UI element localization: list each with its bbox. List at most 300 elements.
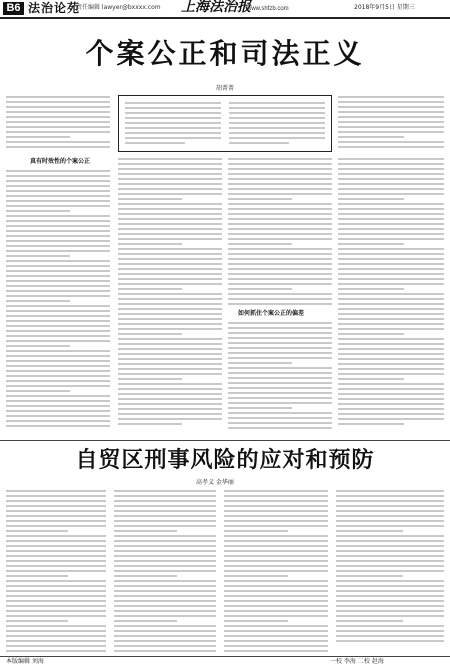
text-line bbox=[125, 117, 221, 119]
text-line bbox=[228, 248, 332, 250]
article-1-col-1 bbox=[6, 170, 110, 430]
text-line bbox=[6, 495, 106, 497]
text-line bbox=[118, 373, 222, 375]
text-line bbox=[6, 540, 106, 542]
text-line bbox=[118, 378, 182, 380]
text-line bbox=[6, 136, 70, 138]
text-line bbox=[338, 328, 444, 330]
text-line bbox=[338, 268, 444, 270]
text-line bbox=[224, 645, 328, 647]
text-line bbox=[338, 418, 444, 420]
text-line bbox=[118, 413, 222, 415]
text-line bbox=[6, 245, 110, 247]
text-line bbox=[6, 390, 70, 392]
text-line bbox=[118, 273, 222, 275]
text-line bbox=[336, 525, 444, 527]
text-line bbox=[228, 228, 332, 230]
text-line bbox=[6, 570, 106, 572]
text-line bbox=[336, 635, 444, 637]
text-line bbox=[224, 505, 328, 507]
text-line bbox=[336, 545, 444, 547]
text-line bbox=[118, 258, 222, 260]
text-line bbox=[114, 535, 216, 537]
text-line bbox=[6, 290, 110, 292]
text-line bbox=[338, 146, 444, 148]
text-line bbox=[228, 362, 292, 364]
text-line bbox=[229, 117, 325, 119]
text-line bbox=[114, 570, 216, 572]
text-line bbox=[336, 560, 444, 562]
text-line bbox=[118, 178, 222, 180]
text-line bbox=[118, 173, 222, 175]
text-line bbox=[118, 243, 182, 245]
text-line bbox=[118, 263, 222, 265]
text-line bbox=[228, 427, 332, 429]
text-line bbox=[6, 275, 110, 277]
text-line bbox=[6, 305, 110, 307]
text-line bbox=[6, 220, 110, 222]
text-line bbox=[114, 540, 216, 542]
text-line bbox=[338, 96, 444, 98]
article-1-headline: 个案公正和司法正义 bbox=[85, 37, 365, 70]
newspaper-logo: 上海法治报 bbox=[181, 0, 251, 15]
text-line bbox=[6, 126, 110, 128]
text-line bbox=[338, 228, 444, 230]
text-line bbox=[338, 188, 444, 190]
text-line bbox=[118, 358, 222, 360]
text-line bbox=[228, 253, 332, 255]
text-line bbox=[6, 175, 110, 177]
text-line bbox=[6, 615, 106, 617]
text-line bbox=[6, 520, 106, 522]
text-line bbox=[6, 630, 106, 632]
text-line bbox=[114, 635, 216, 637]
text-line bbox=[114, 565, 216, 567]
text-line bbox=[228, 238, 332, 240]
text-line bbox=[228, 263, 332, 265]
text-line bbox=[6, 280, 110, 282]
text-line bbox=[6, 180, 110, 182]
text-line bbox=[224, 595, 328, 597]
text-line bbox=[338, 368, 444, 370]
text-line bbox=[6, 285, 110, 287]
text-line bbox=[6, 365, 110, 367]
text-line bbox=[114, 550, 216, 552]
text-line bbox=[6, 325, 110, 327]
text-line bbox=[229, 132, 325, 134]
text-line bbox=[6, 350, 110, 352]
text-line bbox=[6, 210, 70, 212]
text-line bbox=[336, 515, 444, 517]
text-line bbox=[6, 380, 110, 382]
text-line bbox=[338, 208, 444, 210]
text-line bbox=[6, 640, 106, 642]
text-line bbox=[114, 530, 177, 532]
text-line bbox=[118, 183, 222, 185]
text-line bbox=[224, 520, 328, 522]
text-line bbox=[6, 490, 106, 492]
text-line bbox=[338, 116, 444, 118]
article-separator bbox=[0, 440, 450, 441]
article-2-headline: 自贸区刑事风险的应对和预防 bbox=[75, 448, 375, 473]
text-line bbox=[114, 640, 216, 642]
text-line bbox=[336, 625, 444, 627]
text-line bbox=[224, 515, 328, 517]
text-line bbox=[6, 265, 110, 267]
text-line bbox=[118, 268, 222, 270]
text-line bbox=[114, 490, 216, 492]
text-line bbox=[228, 198, 292, 200]
text-line bbox=[224, 575, 288, 577]
text-line bbox=[338, 141, 444, 143]
text-line bbox=[336, 585, 444, 587]
text-line bbox=[114, 545, 216, 547]
text-line bbox=[336, 540, 444, 542]
text-line bbox=[6, 255, 70, 257]
text-line bbox=[6, 410, 110, 412]
text-line bbox=[228, 168, 332, 170]
text-line bbox=[118, 208, 222, 210]
text-line bbox=[338, 203, 444, 205]
text-line bbox=[6, 185, 110, 187]
text-line bbox=[338, 106, 444, 108]
text-line bbox=[118, 318, 222, 320]
text-line bbox=[228, 258, 332, 260]
text-line bbox=[6, 330, 110, 332]
text-line bbox=[125, 122, 221, 124]
text-line bbox=[228, 268, 332, 270]
text-line bbox=[336, 575, 403, 577]
text-line bbox=[338, 131, 444, 133]
text-line bbox=[224, 540, 328, 542]
text-line bbox=[338, 343, 444, 345]
text-line bbox=[6, 535, 106, 537]
text-line bbox=[228, 347, 332, 349]
text-line bbox=[6, 360, 110, 362]
article-1-subhead-1: 真有时效性的个案公正 bbox=[30, 158, 91, 165]
text-line bbox=[114, 595, 216, 597]
text-line bbox=[6, 425, 110, 427]
text-line bbox=[229, 127, 325, 129]
text-line bbox=[6, 250, 110, 252]
article-1-col-4 bbox=[338, 158, 444, 428]
text-line bbox=[118, 388, 222, 390]
text-line bbox=[6, 550, 106, 552]
article-1-subhead-2: 如何抓住个案公正的偏差 bbox=[238, 310, 305, 317]
text-line bbox=[338, 233, 444, 235]
text-line bbox=[224, 640, 328, 642]
text-line bbox=[338, 243, 404, 245]
text-line bbox=[336, 620, 403, 622]
text-line bbox=[224, 545, 328, 547]
text-line bbox=[6, 190, 110, 192]
text-line bbox=[228, 193, 332, 195]
text-line bbox=[6, 170, 110, 172]
text-line bbox=[228, 173, 332, 175]
text-line bbox=[114, 555, 216, 557]
text-line bbox=[224, 625, 328, 627]
issue-date: 2018年9月5日 星期三 bbox=[354, 4, 415, 11]
text-line bbox=[6, 116, 110, 118]
text-line bbox=[125, 132, 221, 134]
text-line bbox=[224, 500, 328, 502]
masthead-rule bbox=[0, 17, 450, 19]
text-line bbox=[224, 630, 328, 632]
text-line bbox=[118, 353, 222, 355]
text-line bbox=[6, 270, 110, 272]
text-line bbox=[118, 303, 222, 305]
text-line bbox=[224, 555, 328, 557]
text-line bbox=[6, 310, 110, 312]
text-line bbox=[114, 520, 216, 522]
text-line bbox=[228, 392, 332, 394]
text-line bbox=[114, 630, 216, 632]
text-line bbox=[228, 377, 332, 379]
text-line bbox=[336, 590, 444, 592]
text-line bbox=[114, 605, 216, 607]
text-line bbox=[336, 535, 444, 537]
text-line bbox=[114, 645, 216, 647]
text-line bbox=[338, 393, 444, 395]
text-line bbox=[224, 530, 288, 532]
text-line bbox=[338, 293, 444, 295]
text-line bbox=[228, 357, 332, 359]
text-line bbox=[228, 342, 332, 344]
text-line bbox=[118, 253, 222, 255]
text-line bbox=[228, 203, 332, 205]
text-line bbox=[229, 142, 289, 144]
text-line bbox=[6, 590, 106, 592]
text-line bbox=[6, 405, 110, 407]
text-line bbox=[114, 625, 216, 627]
text-line bbox=[224, 495, 328, 497]
pull-quote-text-right bbox=[229, 102, 325, 147]
text-line bbox=[114, 580, 216, 582]
text-line bbox=[228, 158, 332, 160]
text-line bbox=[338, 288, 404, 290]
text-line bbox=[338, 193, 444, 195]
text-line bbox=[336, 630, 444, 632]
text-line bbox=[6, 215, 110, 217]
text-line bbox=[6, 510, 106, 512]
text-line bbox=[229, 102, 325, 104]
text-line bbox=[118, 423, 182, 425]
text-line bbox=[6, 101, 110, 103]
text-line bbox=[228, 412, 332, 414]
text-line bbox=[228, 293, 332, 295]
text-line bbox=[118, 293, 222, 295]
text-line bbox=[125, 102, 221, 104]
text-line bbox=[228, 178, 332, 180]
text-line bbox=[6, 345, 70, 347]
text-line bbox=[118, 298, 222, 300]
text-line bbox=[118, 403, 222, 405]
text-line bbox=[6, 500, 106, 502]
text-line bbox=[6, 260, 110, 262]
text-line bbox=[118, 418, 222, 420]
text-line bbox=[118, 163, 222, 165]
article-2-byline: 高孝义 金华丽 bbox=[196, 479, 234, 486]
text-line bbox=[228, 233, 332, 235]
text-line bbox=[6, 195, 110, 197]
text-line bbox=[6, 560, 106, 562]
text-line bbox=[6, 605, 106, 607]
section-title: 法治论苑 bbox=[28, 1, 81, 15]
article-1-col-4-top bbox=[338, 96, 444, 151]
text-line bbox=[228, 298, 332, 300]
proof-credit: 一校 李海 二校 赵海 bbox=[330, 658, 384, 665]
text-line bbox=[338, 101, 444, 103]
editor-contact: 责任编辑 lawyer@bxxxx.com bbox=[76, 4, 161, 11]
text-line bbox=[336, 555, 444, 557]
text-line bbox=[6, 146, 110, 148]
text-line bbox=[228, 273, 332, 275]
text-line bbox=[6, 355, 110, 357]
text-line bbox=[6, 415, 110, 417]
text-line bbox=[6, 131, 110, 133]
text-line bbox=[228, 337, 332, 339]
text-line bbox=[338, 218, 444, 220]
article-1-pull-quote bbox=[118, 95, 332, 152]
text-line bbox=[118, 238, 222, 240]
text-line bbox=[6, 315, 110, 317]
text-line bbox=[229, 122, 325, 124]
text-line bbox=[6, 645, 106, 647]
text-line bbox=[228, 288, 292, 290]
text-line bbox=[338, 213, 444, 215]
text-line bbox=[114, 650, 216, 652]
text-line bbox=[336, 610, 444, 612]
text-line bbox=[224, 600, 328, 602]
text-line bbox=[6, 625, 106, 627]
text-line bbox=[118, 158, 222, 160]
text-line bbox=[338, 111, 444, 113]
text-line bbox=[224, 510, 328, 512]
text-line bbox=[338, 158, 444, 160]
text-line bbox=[336, 495, 444, 497]
text-line bbox=[6, 111, 110, 113]
text-line bbox=[338, 323, 444, 325]
text-line bbox=[114, 515, 216, 517]
text-line bbox=[6, 515, 106, 517]
text-line bbox=[224, 590, 328, 592]
text-line bbox=[228, 422, 332, 424]
text-line bbox=[6, 400, 110, 402]
text-line bbox=[118, 213, 222, 215]
text-line bbox=[114, 560, 216, 562]
text-line bbox=[118, 363, 222, 365]
text-line bbox=[338, 183, 444, 185]
text-line bbox=[118, 393, 222, 395]
text-line bbox=[6, 225, 110, 227]
text-line bbox=[224, 490, 328, 492]
text-line bbox=[6, 320, 110, 322]
text-line bbox=[118, 168, 222, 170]
text-line bbox=[338, 121, 444, 123]
text-line bbox=[228, 367, 332, 369]
text-line bbox=[338, 383, 444, 385]
text-line bbox=[118, 343, 222, 345]
text-line bbox=[228, 372, 332, 374]
text-line bbox=[224, 565, 328, 567]
text-line bbox=[114, 505, 216, 507]
text-line bbox=[228, 303, 332, 305]
text-line bbox=[114, 525, 216, 527]
text-line bbox=[338, 358, 444, 360]
text-line bbox=[118, 218, 222, 220]
text-line bbox=[336, 615, 444, 617]
text-line bbox=[224, 620, 288, 622]
text-line bbox=[118, 278, 222, 280]
text-line bbox=[118, 288, 182, 290]
text-line bbox=[118, 203, 222, 205]
text-line bbox=[336, 600, 444, 602]
text-line bbox=[6, 575, 68, 577]
text-line bbox=[6, 600, 106, 602]
text-line bbox=[338, 308, 444, 310]
text-line bbox=[338, 403, 444, 405]
text-line bbox=[6, 300, 70, 302]
text-line bbox=[338, 198, 404, 200]
text-line bbox=[336, 580, 444, 582]
text-line bbox=[6, 585, 106, 587]
text-line bbox=[338, 163, 444, 165]
text-line bbox=[228, 417, 332, 419]
text-line bbox=[338, 318, 444, 320]
text-line bbox=[338, 178, 444, 180]
text-line bbox=[338, 378, 404, 380]
text-line bbox=[114, 590, 216, 592]
text-line bbox=[118, 233, 222, 235]
text-line bbox=[228, 382, 332, 384]
text-line bbox=[336, 605, 444, 607]
text-line bbox=[6, 525, 106, 527]
text-line bbox=[118, 398, 222, 400]
text-line bbox=[6, 141, 110, 143]
text-line bbox=[6, 650, 106, 652]
text-line bbox=[338, 303, 444, 305]
text-line bbox=[125, 112, 221, 114]
text-line bbox=[336, 510, 444, 512]
text-line bbox=[6, 505, 106, 507]
text-line bbox=[338, 248, 444, 250]
text-line bbox=[6, 555, 106, 557]
text-line bbox=[338, 363, 444, 365]
text-line bbox=[338, 238, 444, 240]
pull-quote-text-left bbox=[125, 102, 221, 147]
text-line bbox=[224, 585, 328, 587]
text-line bbox=[338, 126, 444, 128]
text-line bbox=[118, 188, 222, 190]
text-line bbox=[6, 420, 110, 422]
text-line bbox=[224, 605, 328, 607]
text-line bbox=[338, 258, 444, 260]
text-line bbox=[228, 387, 332, 389]
text-line bbox=[6, 370, 110, 372]
text-line bbox=[114, 585, 216, 587]
text-line bbox=[6, 375, 110, 377]
text-line bbox=[224, 580, 328, 582]
text-line bbox=[338, 273, 444, 275]
text-line bbox=[118, 313, 222, 315]
text-line bbox=[229, 112, 325, 114]
text-line bbox=[228, 332, 332, 334]
text-line bbox=[6, 235, 110, 237]
text-line bbox=[228, 402, 332, 404]
text-line bbox=[118, 348, 222, 350]
text-line bbox=[6, 530, 68, 532]
text-line bbox=[336, 520, 444, 522]
